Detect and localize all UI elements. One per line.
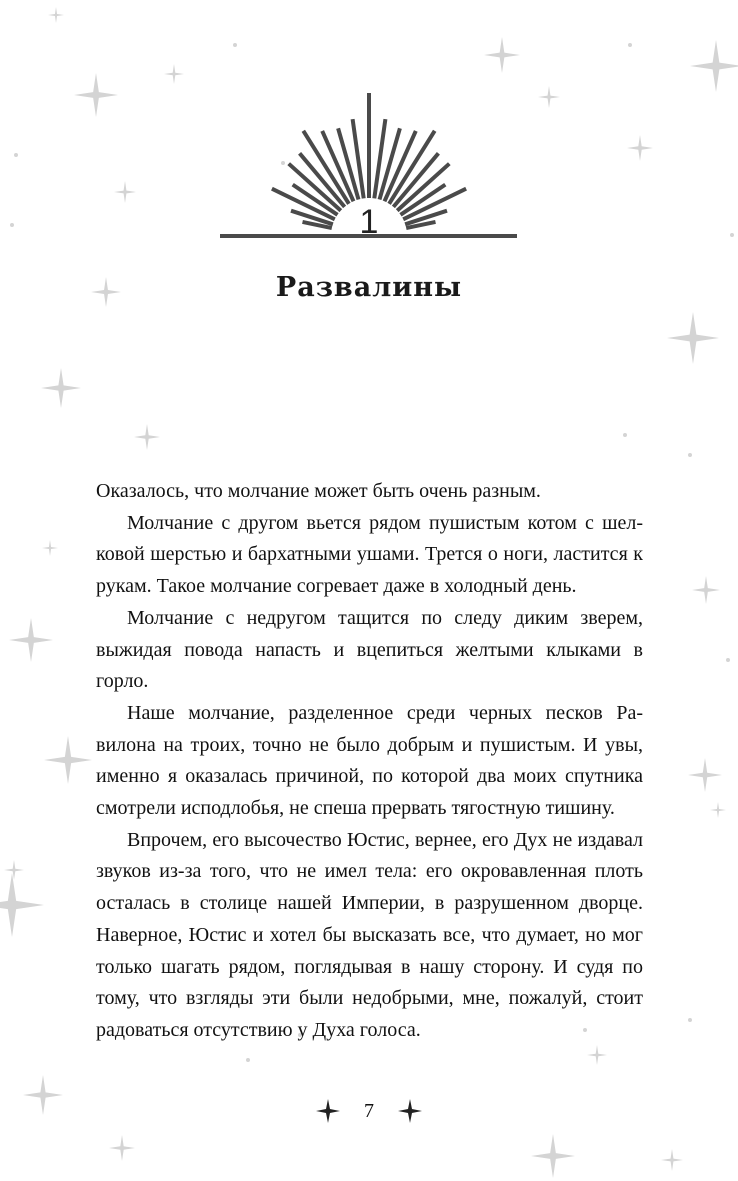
paragraph: Молчание с другом вьется рядом пушистым котом с шелковой шерстью и бархатными ушами. Трется о ноги, ластится к рукам. Такое молчание согревает даже в холодный день. xyxy=(96,511,643,598)
page-footer xyxy=(0,1094,738,1128)
sparkle-dot xyxy=(688,1018,692,1022)
sparkle-dot xyxy=(623,433,627,437)
sparkle-dot xyxy=(688,453,692,457)
sparkle-star-icon xyxy=(692,576,720,604)
sparkle-star-icon xyxy=(9,618,53,662)
sparkle-star-icon xyxy=(41,368,81,408)
paragraph: Оказалось, что молчание может быть очень разным. xyxy=(96,480,541,502)
sparkle-star-icon xyxy=(587,1045,607,1065)
sparkle-star-icon xyxy=(710,802,726,818)
sparkle-dot xyxy=(726,658,730,662)
sparkle-star-icon xyxy=(531,1134,575,1178)
sparkle-star-icon xyxy=(661,1149,683,1171)
sparkle-star-icon xyxy=(42,540,58,556)
paragraph: Наше молчание, разделенное среди черных песков Равилона на троих, точно не было добрым и пушистым. И увы, именно я оказалась причиной, по которой два моих спутника смотрели исподлобья, не спеша прервать тягостную тишину. xyxy=(96,701,643,820)
paragraph: Молчание с недругом тащится по следу диким зверем, выжидая повода напасть и вцепиться желтыми клыками в горло. xyxy=(96,606,643,693)
four-point-star-icon xyxy=(316,1099,340,1123)
chapter-body xyxy=(96,476,643,1047)
sparkle-dot xyxy=(246,1058,250,1062)
sparkle-star-icon xyxy=(688,758,722,792)
sparkle-star-icon xyxy=(109,1135,135,1161)
chapter-number: 1 xyxy=(359,203,379,241)
sparkle-star-icon xyxy=(44,736,92,784)
sparkle-star-icon xyxy=(0,873,44,937)
chapter-title: Развалины xyxy=(275,272,463,303)
sparkle-star-icon xyxy=(134,424,160,450)
four-point-star-icon xyxy=(398,1099,422,1123)
page-number: 7 xyxy=(364,1100,374,1122)
sparkle-star-icon xyxy=(4,860,24,880)
paragraph: Впрочем, его высочество Юстис, вернее, его Дух не издавал звуков из-за того, что не имел тела: его окровавленная плоть осталась в столице нашей Империи, в разрушенном дворце. Наверное, Юстис и хотел бы высказать все, что думает, но мог только шагать рядом, поглядывая в нашу сторону. И судя по тому, что взгляды эти были недобрыми, мне, пожалуй, стоит радоваться отсутствию у Духа голоса. xyxy=(96,828,643,1041)
